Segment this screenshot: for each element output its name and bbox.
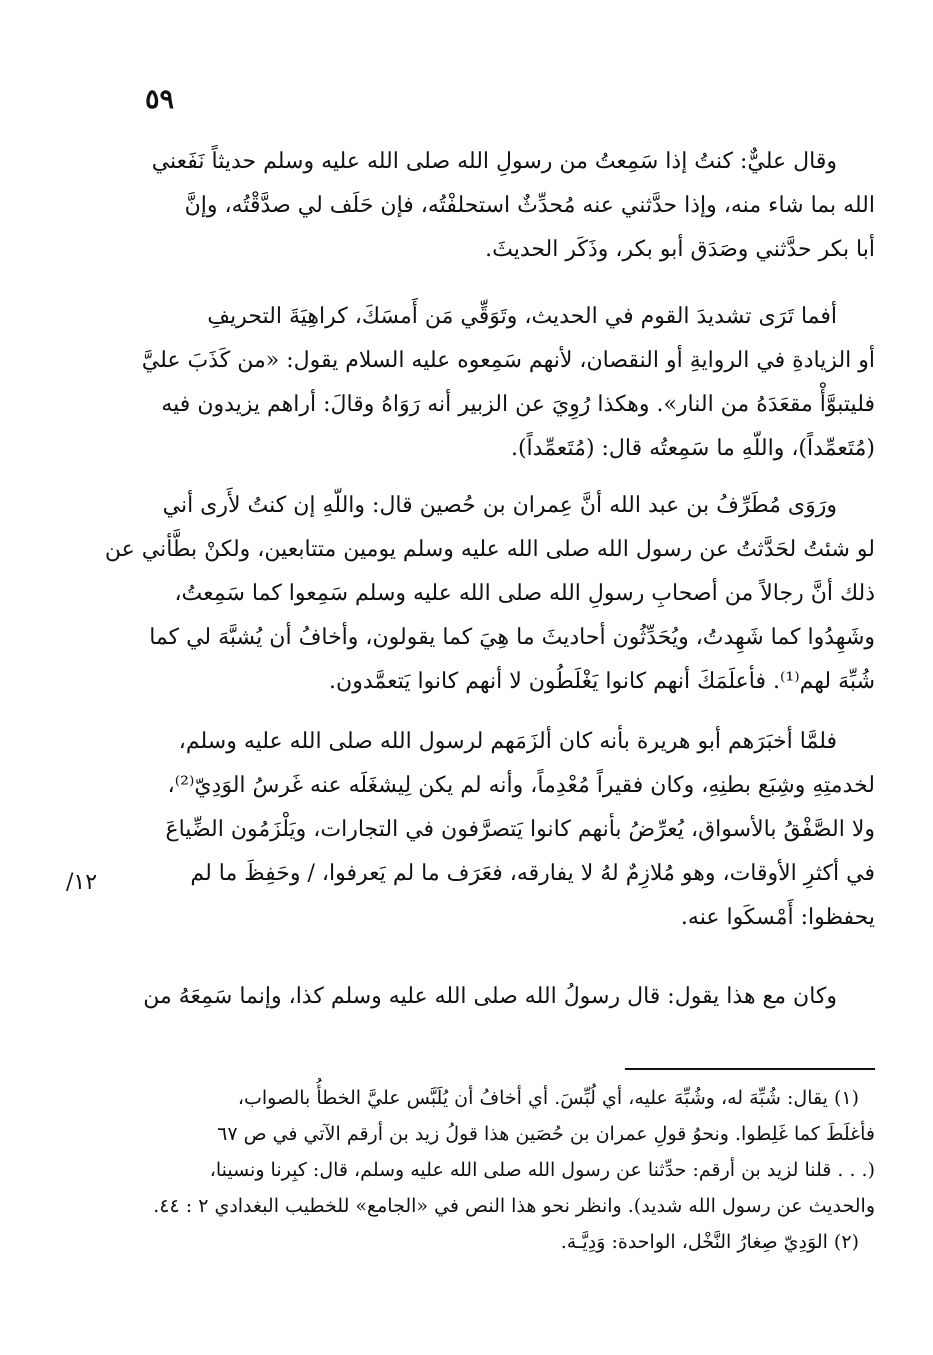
text-line: أو الزيادةِ في الروايةِ أو النقصان، لأنهم سَمِعوه عليه السلام يقول: «من كَذَبَ عليَّ <box>141 348 875 373</box>
text-line: أبا بكر حدَّثني وصَدَق أبو بكر، وذَكَر الحديثَ. <box>485 237 875 262</box>
paragraph <box>141 295 875 471</box>
text-line: لخدمتِهِ وشِبَع بطنِهِ، وكان فقيراً مُعْدِماً، وأنه لم يكن لِيشغَلَه عنه غَرسُ الوَدِيّ⁽²⁾، <box>167 773 875 798</box>
footnote-line: (١) يقال: شُبِّهَ له، وشُبِّهَ عليه، أي لُبِّسَ. أي أخافُ أن يُلَبَّس عليَّ الخطأُ بالصواب، <box>237 1087 859 1109</box>
text-line: (مُتَعمِّداً)، واللّهِ ما سَمِعتُه قال: (مُتَعمِّداً). <box>510 436 875 461</box>
text-line: لو شئتُ لحَدَّثتُ عن رسول الله صلى الله عليه وسلم يومين متتابعين، ولكنْ بطَّأني عن <box>104 537 875 562</box>
text-line: شُبِّهَ لهم⁽¹⁾. فأعلَمَكَ أنهم كانوا يَغْلَطُون لا أنهم كانوا يَتعمَّدون. <box>329 669 875 694</box>
text-line: ورَوَى مُطَرِّفُ بن عبد الله أنَّ عِمران بن حُصين قال: واللّهِ إن كنتُ لأَرى أني <box>162 493 837 518</box>
text-line: وقال عليٌّ: كنتُ إذا سَمِعتُ من رسولِ الله صلى الله عليه وسلم حديثاً نَفَعني <box>151 149 837 174</box>
paragraph <box>151 140 875 272</box>
paragraph <box>160 720 875 940</box>
text-line: يحفظوا: أَمْسكَوا عنه. <box>680 905 875 930</box>
text-line: وشَهِدُوا كما شَهِدتُ، ويُحَدِّثُون أحاديثَ ما هِيَ كما يقولون، وأخافُ أن يُشبَّهَ لي كما <box>149 625 875 650</box>
text-line: في أكثرِ الأوقات، وهو مُلازِمٌ لهُ لا يفارقه، فعَرَف ما لم يَعرفوا، / وحَفِظَ ما لم <box>190 861 875 886</box>
paragraph <box>143 975 875 1019</box>
text-line: فليتبوَّأْ مقعَدَهُ من النار». وهكذا رُوِيَ عن الزبير أنه رَوَاهُ وقالَ: أراهم يزيدون فيه <box>161 392 875 417</box>
footnote-separator <box>625 1068 875 1070</box>
text-line: فلمَّا أخبَرَهم أبو هريرة بأنه كان ألزَمَهم لرسول الله صلى الله عليه وسلم، <box>178 729 837 754</box>
text-line: وكان مع هذا يقول: قال رسولُ الله صلى الله عليه وسلم كذا، وإنما سَمِعَهُ من <box>143 984 837 1009</box>
paragraph <box>104 484 875 704</box>
footnotes <box>153 1080 875 1260</box>
footnote-line: (. . . قلنا لزيد بن أرقم: حدِّثنا عن رسول الله صلى الله عليه وسلم، قال: كبِرنا ونسينا، <box>209 1159 875 1181</box>
footnote-line: فأغلَطَ كما غَلِطوا. ونحوُ قولِ عمران بن حُصَين هذا قولُ زيد بن أرقم الآتي في ص ٦٧ <box>217 1123 875 1145</box>
page-number: ٥٩ <box>145 84 175 115</box>
footnote-line: (٢) الوَدِيّ صِغارُ النَّخْل، الواحدة: وَدِيَّـة. <box>560 1231 859 1253</box>
text-line: ولا الصَّفْقُ بالأسواق، يُعرِّضُ بأنهم كانوا يَتصرَّفون في التجارات، ويَلْزَمُون الضِّياعَ <box>165 817 875 842</box>
text-line: الله بما شاء منه، وإذا حدَّثني عنه مُحدِّثٌ استحلفْتُه، فإن حَلَف لي صدَّقْتُه، وإنَّ <box>184 193 875 218</box>
text-line: ذلك أنَّ رجالاً من أصحابِ رسولِ الله صلى الله عليه وسلم سَمِعوا كما سَمِعتُ، <box>174 581 875 606</box>
margin-page-reference: ١٢/ <box>66 870 98 895</box>
footnote-line: والحديث عن رسول الله شديد). وانظر نحو هذا النص في «الجامع» للخطيب البغدادي ٢ : ٤٤. <box>153 1195 875 1217</box>
text-line: أفما تَرَى تشديدَ القوم في الحديث، وتَوَقِّي مَن أَمسَكَ، كراهِيَةَ التحريفِ <box>207 304 837 329</box>
